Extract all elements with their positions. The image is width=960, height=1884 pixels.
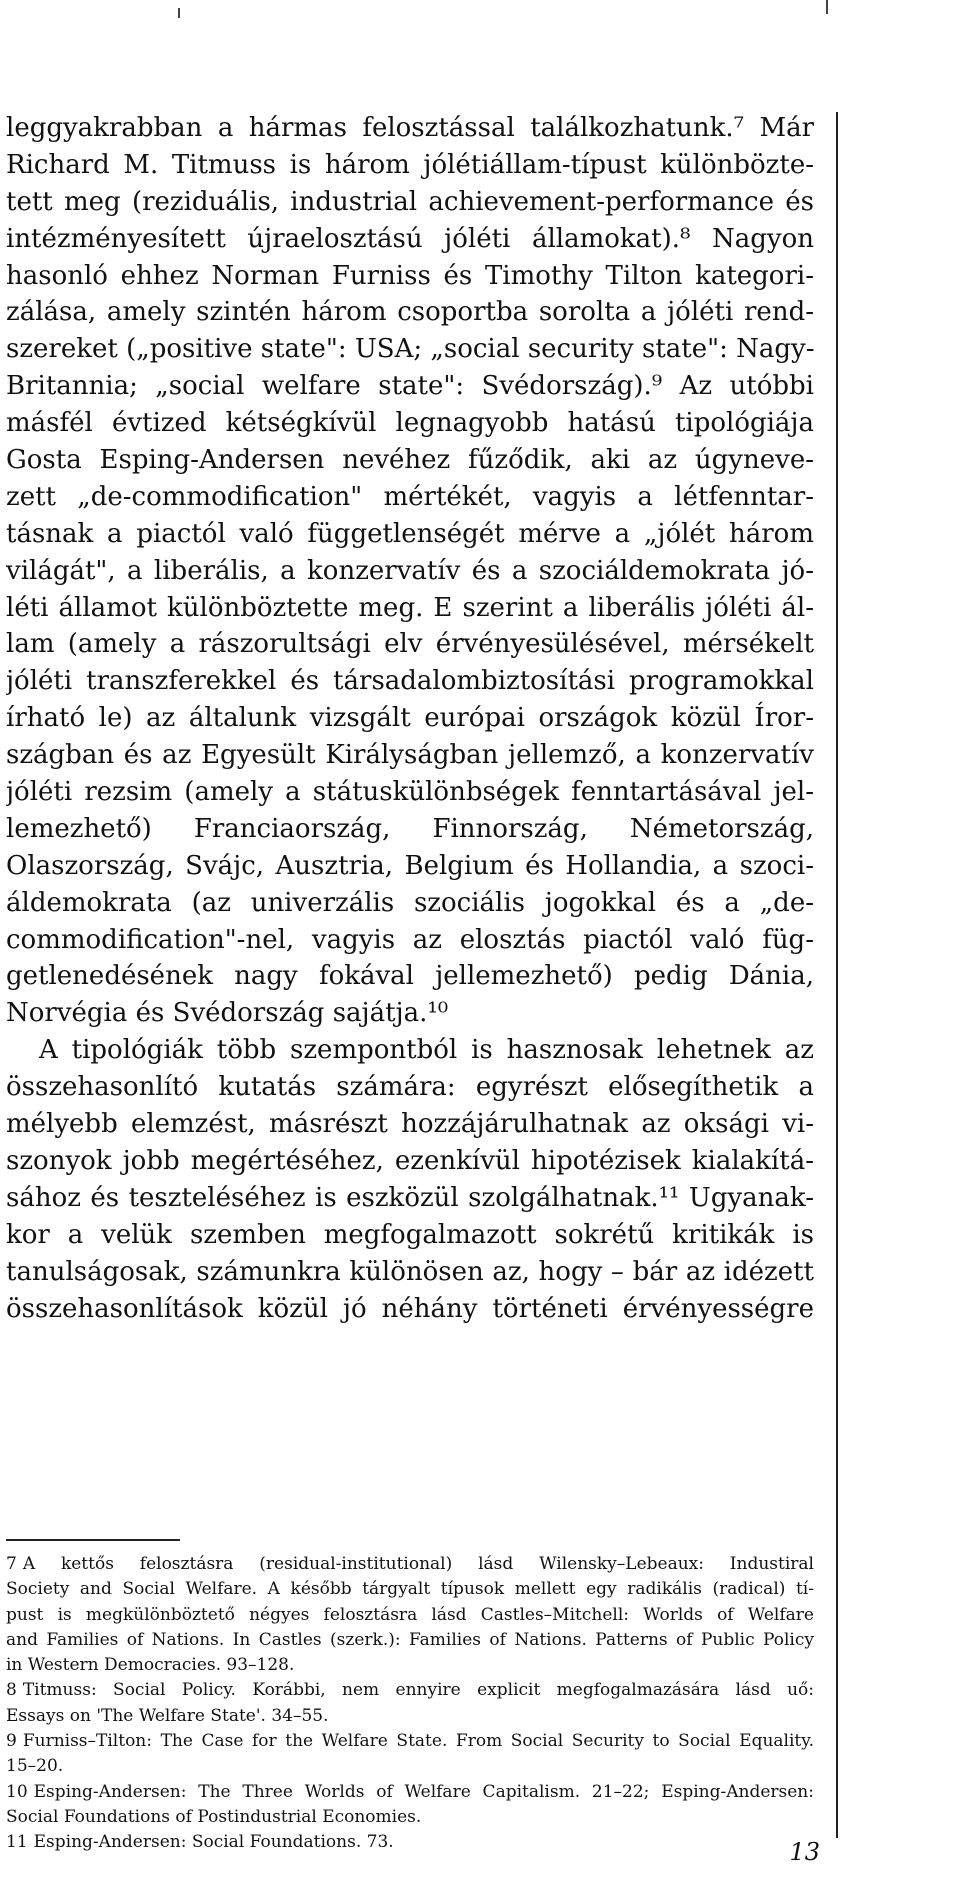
body-line: hasonló ehhez Norman Furniss és Timothy Tilton kategori-	[6, 260, 814, 291]
footnote-text: Furniss–Tilton: The Case for the Welfare State. From Social Security to Social Equality.	[22, 1731, 814, 1752]
footnote-text: Social Foundations of Postindustrial Economies.	[6, 1806, 422, 1827]
footnote-text: Titmuss: Social Policy. Korábbi, nem ennyire explicit megfogalmazására lásd uő:	[22, 1680, 814, 1701]
footnote-line	[6, 1678, 814, 1703]
body-line: kor a velük szemben megfogalmazott sokrétű kritikák is	[6, 1219, 814, 1250]
body-line: írható le) az általunk vizsgált európai országok közül Íror-	[6, 703, 814, 734]
footnote-line	[6, 1704, 814, 1729]
body-line: szereket („positive state": USA; „social security state": Nagy-	[6, 334, 814, 365]
body-line: Britannia; „social welfare state": Svédország).⁹ Az utóbbi	[6, 371, 814, 402]
body-line: szágban és az Egyesült Királyságban jellemző, a konzervatív	[6, 740, 814, 771]
footnote-number: 9	[6, 1731, 17, 1752]
body-line: áldemokrata (az univerzális szociális jogokkal és a „de-	[6, 887, 814, 918]
body-line: Olaszország, Svájc, Ausztria, Belgium és Hollandia, a szoci-	[6, 850, 814, 881]
footnote-line	[6, 1805, 814, 1830]
footnote-text: Esping-Andersen: The Three Worlds of Welfare Capitalism. 21–22; Esping-Andersen:	[33, 1781, 814, 1802]
footnotes	[6, 1552, 814, 1856]
footnote-line	[6, 1577, 814, 1602]
footnote-text: and Families of Nations. In Castles (szerk.): Families of Nations. Patterns of Public Policy	[6, 1629, 814, 1650]
footnote-text: Essays on 'The Welfare State'. 34–55.	[6, 1705, 329, 1726]
body-line: commodification"-nel, vagyis az elosztás piactól való füg-	[6, 924, 814, 955]
body-line: getlenedésének nagy fokával jellemezhető) pedig Dánia,	[6, 961, 814, 992]
body-line: lam (amely a rászorultsági elv érvényesülésével, mérsékelt	[6, 629, 814, 660]
body-line: intézményesített újraelosztású jóléti államokat).⁸ Nagyon	[6, 223, 814, 254]
footnote-line	[6, 1653, 814, 1678]
body-line: összehasonlító kutatás számára: egyrészt elősegíthetik a	[6, 1072, 814, 1103]
footnote-line	[6, 1628, 814, 1653]
body-line: tásnak a piactól való függetlenségét mérve a „jólét három	[6, 518, 814, 549]
top-margin-mark	[178, 8, 180, 18]
body-line: másfél évtized kétségkívül legnagyobb hatású tipológiája	[6, 408, 814, 439]
footnote-separator	[6, 1539, 180, 1541]
body-line: A tipológiák több szempontból is hasznosak lehetnek az	[39, 1035, 814, 1066]
body-line: világát", a liberális, a konzervatív és a szociáldemokrata jó-	[6, 555, 814, 586]
footnote-line	[6, 1603, 814, 1628]
footnote-text: pust is megkülönböztető négyes felosztásra lásd Castles–Mitchell: Worlds of Welfare	[6, 1604, 814, 1625]
body-line: szonyok jobb megértéséhez, ezenkívül hipotézisek kialakítá-	[6, 1145, 814, 1176]
footnote-number: 8	[6, 1680, 17, 1701]
body-line: összehasonlítások közül jó néhány történeti érvényességre	[6, 1293, 814, 1324]
footnote-line	[6, 1729, 814, 1754]
footnote-text: Esping-Andersen: Social Foundations. 73.	[33, 1832, 394, 1853]
body-line: leggyakrabban a hármas felosztással találkozhatunk.⁷ Már	[6, 113, 814, 143]
body-line: jóléti transzferekkel és társadalombiztosítási programokkal	[6, 666, 814, 697]
body-line: mélyebb elemzést, másrészt hozzájárulhatnak az oksági vi-	[6, 1109, 814, 1140]
footnote-text: Society and Social Welfare. A később tárgyalt típusok mellett egy radikális (radical) tí-	[6, 1579, 814, 1600]
body-line: zett „de-commodification" mértékét, vagyis a létfenntar-	[6, 481, 814, 512]
body-line: jóléti rezsim (amely a státuskülönbségek fenntartásával jel-	[6, 777, 814, 808]
body-line: lemezhető) Franciaország, Finnország, Németország,	[6, 813, 814, 844]
footnote-text: 15–20.	[6, 1756, 64, 1777]
footnote-text: in Western Democracies. 93–128.	[6, 1655, 295, 1676]
body-line: Gosta Esping-Andersen nevéhez fűződik, aki az úgyneve-	[6, 445, 814, 476]
footnote-number: 7	[6, 1554, 17, 1574]
footnote-line	[6, 1754, 814, 1779]
body-line: sához és teszteléséhez is eszközül szolgálhatnak.¹¹ Ugyanak-	[6, 1182, 814, 1213]
page-number: 13	[789, 1838, 820, 1866]
top-margin-mark-right	[826, 0, 828, 14]
body-line: tanulságosak, számunkra különösen az, hogy – bár az idézett	[6, 1256, 814, 1287]
footnote-line	[6, 1552, 814, 1577]
footnote-line	[6, 1830, 814, 1855]
footnote-number: 10	[6, 1781, 28, 1802]
body-line: léti államot különböztette meg. E szerint a liberális jóléti ál-	[6, 592, 814, 623]
body-text	[6, 110, 814, 1327]
footnote-line	[6, 1780, 814, 1805]
footnote-number: 11	[6, 1832, 28, 1853]
body-line: Richard M. Titmuss is három jólétiállam-típust különbözte-	[6, 149, 814, 180]
body-line: Norvégia és Svédország sajátja.¹⁰	[6, 998, 449, 1029]
body-line: tett meg (reziduális, industrial achievement-performance és	[6, 186, 814, 217]
body-line: zálása, amely szintén három csoportba sorolta a jóléti rend-	[6, 297, 814, 328]
right-margin-rule	[836, 112, 838, 1838]
footnote-text: A kettős felosztásra (residual-institutional) lásd Wilensky–Lebeaux: Industiral	[22, 1554, 814, 1574]
